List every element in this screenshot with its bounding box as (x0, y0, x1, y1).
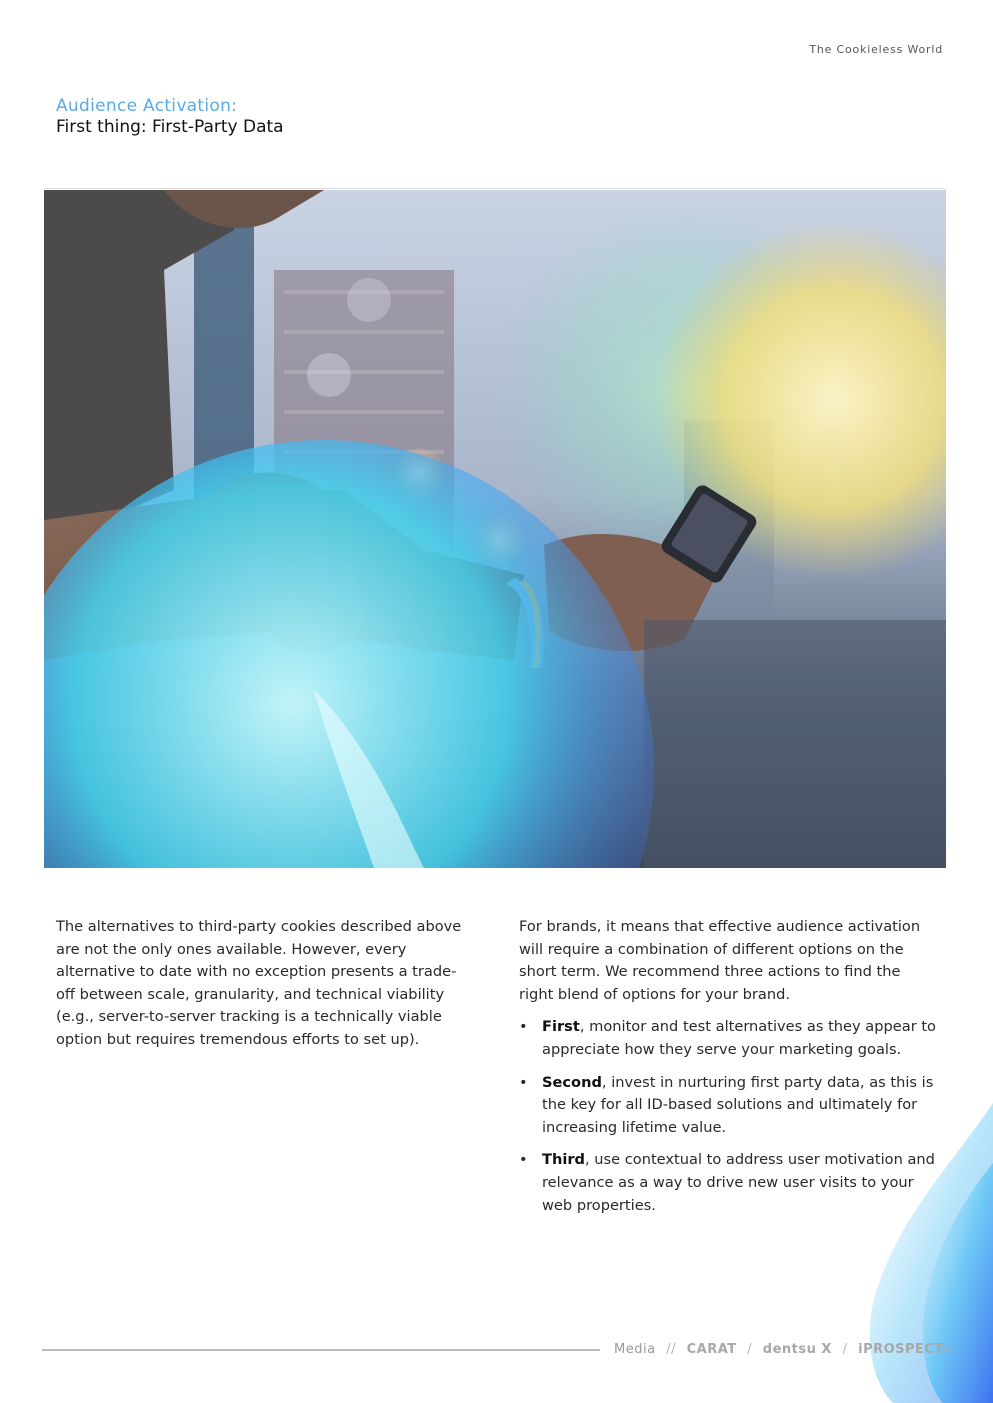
list-item-text: , use contextual to address user motivation and relevance as a way to drive new user visits to your web properties. (542, 1151, 935, 1214)
left-column (56, 916, 466, 1052)
dentsu-x-logo: dentsu X (762, 1342, 832, 1357)
swirl-shape (833, 1103, 993, 1403)
page-number: 25 (942, 1344, 953, 1353)
hero-photo (44, 190, 946, 868)
section-title (56, 96, 284, 138)
running-header: The Cookieless World (809, 43, 943, 56)
bullet-icon: • (519, 1018, 528, 1036)
left-paragraph: The alternatives to third-party cookies described above are not the only ones available. However, every alternative to date with no exception presents a trade-off between scale, granularity, and technical viability (e.g., server-to-server tracking is a technically viable option but requires tremendous efforts to set up). (56, 918, 462, 1048)
bullet-icon: • (519, 1073, 528, 1091)
right-intro: For brands, it means that effective audience activation will require a combination of different options on the short term. We recommend three actions to find the right blend of options for your brand. (519, 918, 921, 1003)
decorative-swirl (833, 1103, 993, 1403)
list-item-text: , invest in nurturing first party data, as this is the key for all ID-based solutions and ultimately for increasing lifetime value. (542, 1073, 934, 1136)
footer-brands (614, 1342, 944, 1357)
footer-separator: // (666, 1342, 676, 1357)
list-item-lead: Third (542, 1151, 585, 1169)
footer-divider (42, 1349, 600, 1351)
list-item-lead: First (542, 1018, 580, 1036)
footer-separator: / (842, 1342, 848, 1357)
footer-media-label: Media (614, 1342, 656, 1357)
footer-separator: / (747, 1342, 753, 1357)
hero-photo-illustration (44, 190, 946, 868)
section-headline: First thing: First-Party Data (56, 117, 284, 137)
bullet-icon: • (519, 1151, 528, 1169)
section-kicker: Audience Activation: (56, 96, 238, 116)
list-item-text: , monitor and test alternatives as they appear to appreciate how they serve your marketing goals. (542, 1018, 936, 1058)
iprospect-logo: iPROSPECT (858, 1342, 944, 1357)
list-item (519, 1016, 939, 1061)
top-divider (44, 188, 946, 189)
list-item-lead: Second (542, 1073, 602, 1091)
carat-logo: CARAT (686, 1342, 737, 1357)
